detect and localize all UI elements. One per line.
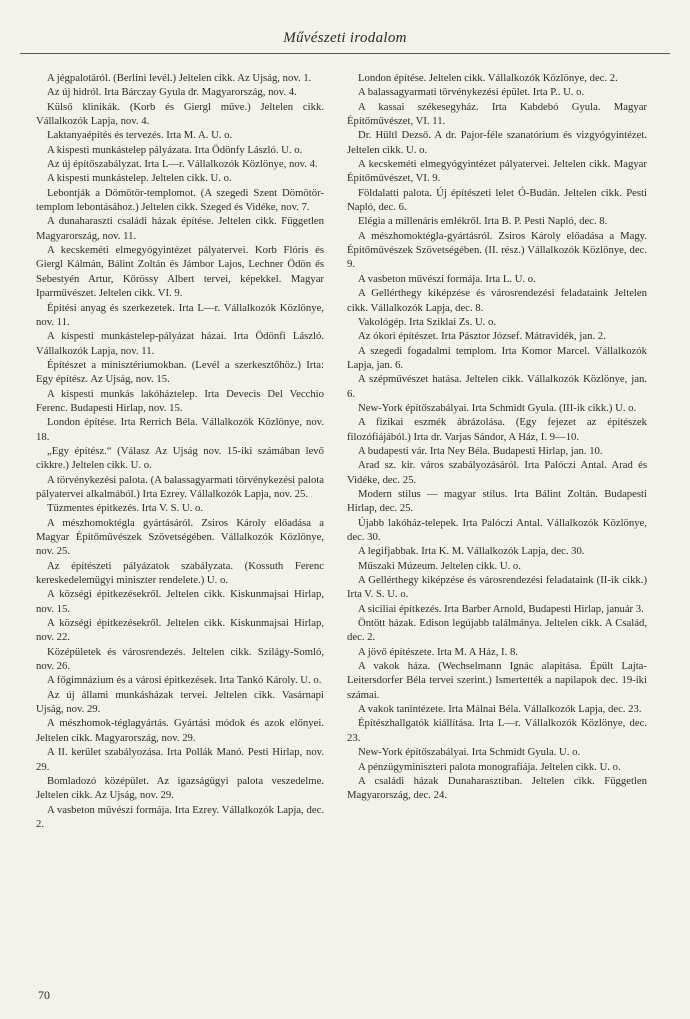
bibliography-entry: Bomladozó középület. Az igazságügyi palota veszedelme. Jeltelen cikk. Az Ujság, nov. 29. [36,774,324,802]
page-number: 70 [38,988,50,1002]
bibliography-entry: A budapesti vár. Irta Ney Béla. Budapesti Hirlap, jan. 10. [358,444,603,457]
bibliography-entry: Földalatti palota. Új építészeti lelet Ó-Budán. Jeltelen cikk. Pesti Napló, dec. 6. [347,186,647,214]
bibliography-entry: A legifjabbak. Irta K. M. Vállalkozók Lapja, dec. 30. [358,545,585,558]
bibliography-entry: A pénzügyminiszteri palota monografiája. Jeltelen cikk. U. o. [358,760,621,773]
bibliography-entry: Az új hidról. Irta Bárczay Gyula dr. Magyarország, nov. 4. [47,86,297,99]
bibliography-entry: Középületek és városrendezés. Jeltelen cikk. Szilágy-Somló, nov. 26. [36,645,324,673]
bibliography-entry: A községi épitkezésekről. Jeltelen cikk. Kiskunmajsai Hirlap, nov. 15. [36,588,324,615]
bibliography-entry: A dunaharaszti családi házak építése. Jeltelen cikk. Független Magyarország, nov. 11. [36,215,324,242]
bibliography-entry: A fizikai eszmék ábrázolása. (Egy fejezet az építészek filozófiájából.) Irta dr. Varjas Sándor, A Ház, I. 9—10. [347,416,647,443]
header-rule [20,53,670,54]
bibliography-entry: Arad sz. kir. város szabályozásáról. Irta Palóczi Antal. Arad és Vidéke, dec. 25. [347,459,647,486]
bibliography-entry: A kispesti munkástelep pályázata. Irta Ödönfy László. U. o. [47,143,303,156]
bibliography-entry: A vasbeton művészi formája. Irta Ezrey. Vállalkozók Lapja, dec. 2. [36,803,324,830]
bibliography-entry: Tüzmentes épitkezés. Irta V. S. U. o. [47,502,204,515]
bibliography-entry: A vakok tanintézete. Irta Málnai Béla. Vállalkozók Lapja, dec. 23. [358,703,642,716]
bibliography-entry: Vakológép. Irta Sziklai Zs. U. o. [358,315,497,328]
bibliography-entry: A jégpalotáról. (Berlini levél.) Jeltelen cikk. Az Ujság, nov. 1. [47,72,312,84]
bibliography-entry: A mészhomok-téglagyártás. Gyártási módok és azok előnyei. Jeltelen cikk. Magyarország, nov. 29. [36,717,324,744]
bibliography-entry: London építése. Irta Rerrich Béla. Vállalkozók Közlönye, nov. 18. [36,416,324,443]
bibliography-entry: Az új állami munkásházak tervei. Jeltelen cikk. Vasárnapi Ujság, nov. 29. [36,688,324,716]
bibliography-entry: A kispesti munkás lakóháztelep. Irta Devecis Del Vecchio Ferenc. Budapesti Hirlap, nov. 15. [36,387,324,414]
bibliography-entry: Lebontják a Dömötör-templomot. (A szegedi Szent Dömötör-templom lebontásához.) Jeltelen cikk. Szeged és Vidéke, nov. 7. [36,186,324,214]
left-column [36,71,324,831]
bibliography-entry: A siciliai építkezés. Irta Barber Arnold, Budapesti Hirlap, január 3. [358,602,644,615]
bibliography-entry: Újabb lakóház-telepek. Irta Palóczi Antal. Vállalkozók Közlönye, dec. 30. [347,516,647,543]
bibliography-entry: A II. kerület szabályozása. Irta Pollák Manó. Pesti Hirlap, nov. 29. [36,746,324,773]
bibliography-entry: A törvénykezési palota. (A balassagyarmati törvénykezési palota pályatervei alkalmából.) Irta Ezrey. Vállalkozók Lapja, nov. 25. [36,473,324,500]
bibliography-entry: Laktanyaépítés és tervezés. Irta M. A. U. o. [47,129,233,142]
bibliography-entry: Építészhallgatók kiállítása. Irta L—r. Vállalkozók Közlönye, dec. 23. [347,717,647,744]
bibliography-entry: Az építészeti pályázatok szabályzata. (Kossuth Ferenc kereskedelemügyi miniszter rendelete.) U. o. [36,559,324,587]
bibliography-entry: A kecskeméti elmegyógyintézet pályatervei. Jeltelen cikk. Magyar Építőművészet, VI. 9. [347,158,647,185]
bibliography-entry: Az ókori építészet. Irta Pásztor József. Mátravidék, jan. 2. [358,330,606,343]
bibliography-entry: A szépművészet hatása. Jeltelen cikk. Vállalkozók Közlönye, jan. 6. [347,373,647,400]
bibliography-entry: A vakok háza. (Wechselmann Ignác alapitása. Épült Lajta-Leitersdorfer Béla tervei szerint.) Ismertették a napilapok dec. 19-iki számai. [347,660,647,701]
bibliography-entry: A kassai székesegyház. Irta Kabdebó Gyula. Magyar Építőművészet, VI. 11. [347,100,647,128]
bibliography-entry: Épitési anyag és szerkezetek. Irta L—r. Vállalkozók Közlönye, nov. 11. [36,301,324,328]
bibliography-entry: A Gellérthegy kiképzése és városrendezési feladataink Jeltelen cikk. Vállalkozók Lapja, dec. 8. [347,287,647,314]
bibliography-entry: Műszaki Múzeum. Jeltelen cikk. U. o. [358,559,521,572]
bibliography-entry: A mészhomoktégla gyártásáról. Zsiros Károly előadása a Magyar Építőművészek Szövetségében. Vállalkozók Közlönye, nov. 25. [36,516,324,558]
running-header: Művészeti irodalom [283,30,407,46]
bibliography-entry: New-York építőszabályai. Irta Schmidt Gyula. U. o. [358,746,581,759]
bibliography-entry: A mészhomoktégla-gyártásról. Zsiros Károly előadása a Magy. Építőművészek Szövetségében. (II. rész.) Vállalkozók Közlönye, dec. 9. [347,229,647,271]
bibliography-entry: Dr. Hültl Dezső. A dr. Pajor-féle szanatórium és vizgyógyintézet. Jeltelen cikk. U. o. [347,129,647,156]
bibliography-entry: A kispesti munkástelep-pályázat házai. Irta Ödönfi László. Vállalkozók Lapja, nov. 11. [36,330,324,357]
bibliography-entry: Az új építőszabályzat. Irta L—r. Vállalkozók Közlönye, nov. 4. [47,158,318,171]
bibliography-entry: A családi házak Dunaharasztiban. Jeltelen cikk. Független Magyarország, dec. 24. [347,774,647,802]
bibliography-entry: New-York építőszabályai. Irta Schmidt Gyula. (III-ik cikk.) U. o. [358,401,637,414]
bibliography-entry: „Egy építész.“ (Válasz Az Ujság nov. 15-iki számában levő cikkre.) Jeltelen cikk. U. o. [36,444,324,472]
bibliography-entry: A jövő építészete. Irta M. A Ház, I. 8. [358,645,518,658]
bibliography-entry: A vasbeton művészi formája. Irta L. U. o. [358,272,536,285]
bibliography-entry: Építészet a minisztériumokban. (Levél a szerkesztőhöz.) Irta: Egy építész. Az Ujság, nov. 15. [36,358,324,386]
bibliography-entry: Külső klinikák. (Korb és Giergl műve.) Jeltelen cikk. Vállalkozók Lapja, nov. 4. [36,100,324,128]
bibliography-entry: A községi épitkezésekről. Jeltelen cikk. Kiskunmajsai Hirlap, nov. 22. [36,617,324,644]
bibliography-entry: Modern stilus — magyar stilus. Irta Bálint Zoltán. Budapesti Hirlap, dec. 25. [347,487,647,515]
bibliography-entry: A szegedi fogadalmi templom. Irta Komor Marcel. Vállalkozók Lapja, jan. 6. [347,344,647,371]
bibliography-entry: A Gellérthegy kiképzése és városrendezési feladataink (II-ik cikk.) Irta V. S. U. o. [347,574,647,601]
bibliography-entry: A balassagyarmati törvénykezési épület. Irta P.. U. o. [358,86,585,99]
bibliography-entry: A kecskeméti elmegyógyintézet pályatervei. Korb Flóris és Giergl Kálmán, Bálint Zoltán és Jámbor Lajos, Lechner Ödön és Sebestyén Artur, Kőrössy Albert tervei, képekkel. Magyar Iparművészet. Jeltelen cikk. VI. 9. [36,244,324,300]
bibliography-entry: London építése. Jeltelen cikk. Vállalkozók Közlönye, dec. 2. [358,72,618,84]
bibliography-entry: A főgimnázium és a városi épitkezések. Irta Tankó Károly. U. o. [47,674,322,687]
right-column [347,71,647,803]
bibliography-entry: Öntött házak. Edison legújabb találmánya. Jeltelen cikk. A Család, dec. 2. [347,617,647,644]
bibliography-entry: Elégia a millenáris emlékről. Irta B. P. Pesti Napló, dec. 8. [358,215,608,228]
bibliography-entry: A kispesti munkástelep. Jeltelen cikk. U. o. [47,172,232,185]
